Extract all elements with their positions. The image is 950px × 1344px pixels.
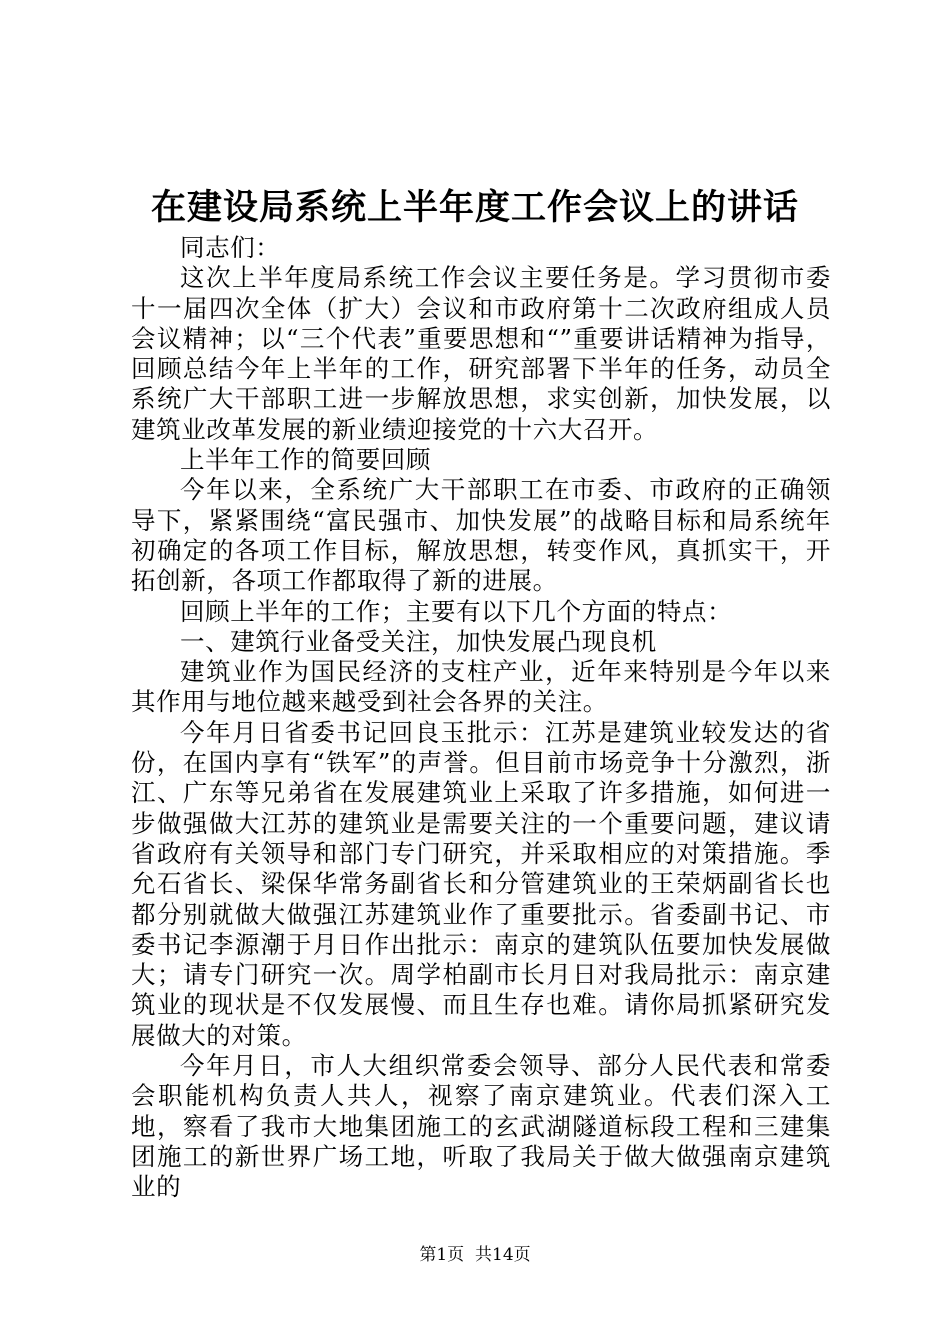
paragraph-features-intro: 回顾上半年的工作；主要有以下几个方面的特点： — [180, 596, 733, 626]
page-footer — [0, 1243, 950, 1267]
paragraph-salutation: 同志们： — [180, 233, 281, 262]
page-number: 第1页 — [419, 1245, 465, 1265]
section-heading-review: 上半年工作的简要回顾 — [180, 445, 431, 475]
paragraph-progress: 今年以来，全系统广大干部职工在市委、市政府的正确领导下，紧紧围绕“富民强市、加快发展”的战略目标和局系统年初确定的各项工作目标，解放思想，转变作风，真抓实干，开拓创新，各项工作都取得了新的进展。 — [131, 475, 831, 596]
document-body — [131, 233, 831, 1203]
paragraph-instructions: 今年月日省委书记回良玉批示：江苏是建筑业较发达的省份，在国内享有“铁军”的声誉。但目前市场竞争十分激烈，浙江、广东等兄弟省在发展建筑业上采取了许多措施，如何进一步做强做大江苏的建筑业是需要关注的一个重要问题，建议请省政府有关领导和部门专门研究，并采取相应的对策措施。季允石省长、梁保华常务副省长和分管建筑业的王荣炳副省长也都分别就做大做强江苏建筑业作了重要批示。省委副书记、市委书记李源潮于月日作出批示：南京的建筑队伍要加快发展做大；请专门研究一次。周学柏副市长月日对我局批示：南京建筑业的现状是不仅发展慢、而且生存也难。请你局抓紧研究发展做大的对策。 — [131, 717, 831, 1050]
paragraph-meeting-tasks: 这次上半年度局系统工作会议主要任务是。学习贯彻市委十一届四次全体（扩大）会议和市政府第十二次政府组成人员会议精神；以“三个代表”重要思想和“”重要讲话精神为指导，回顾总结今年上半年的工作，研究部署下半年的任务，动员全系统广大干部职工进一步解放思想，求实创新，加快发展，以建筑业改革发展的新业绩迎接党的十六大召开。 — [131, 263, 831, 444]
page-total: 共14页 — [475, 1245, 531, 1265]
section-heading-one: 一、建筑行业备受关注，加快发展凸现良机 — [180, 626, 657, 656]
document-title: 在建设局系统上半年度工作会议上的讲话 — [150, 187, 799, 228]
paragraph-pillar-industry: 建筑业作为国民经济的支柱产业，近年来特别是今年以来其作用与地位越来越受到社会各界的关注。 — [131, 657, 831, 717]
paragraph-inspection: 今年月日，市人大组织常委会领导、部分人民代表和常委会职能机构负责人共人，视察了南京建筑业。代表们深入工地，察看了我市大地集团施工的玄武湖隧道标段工程和三建集团施工的新世界广场工地，听取了我局关于做大做强南京建筑业的 — [131, 1051, 831, 1202]
